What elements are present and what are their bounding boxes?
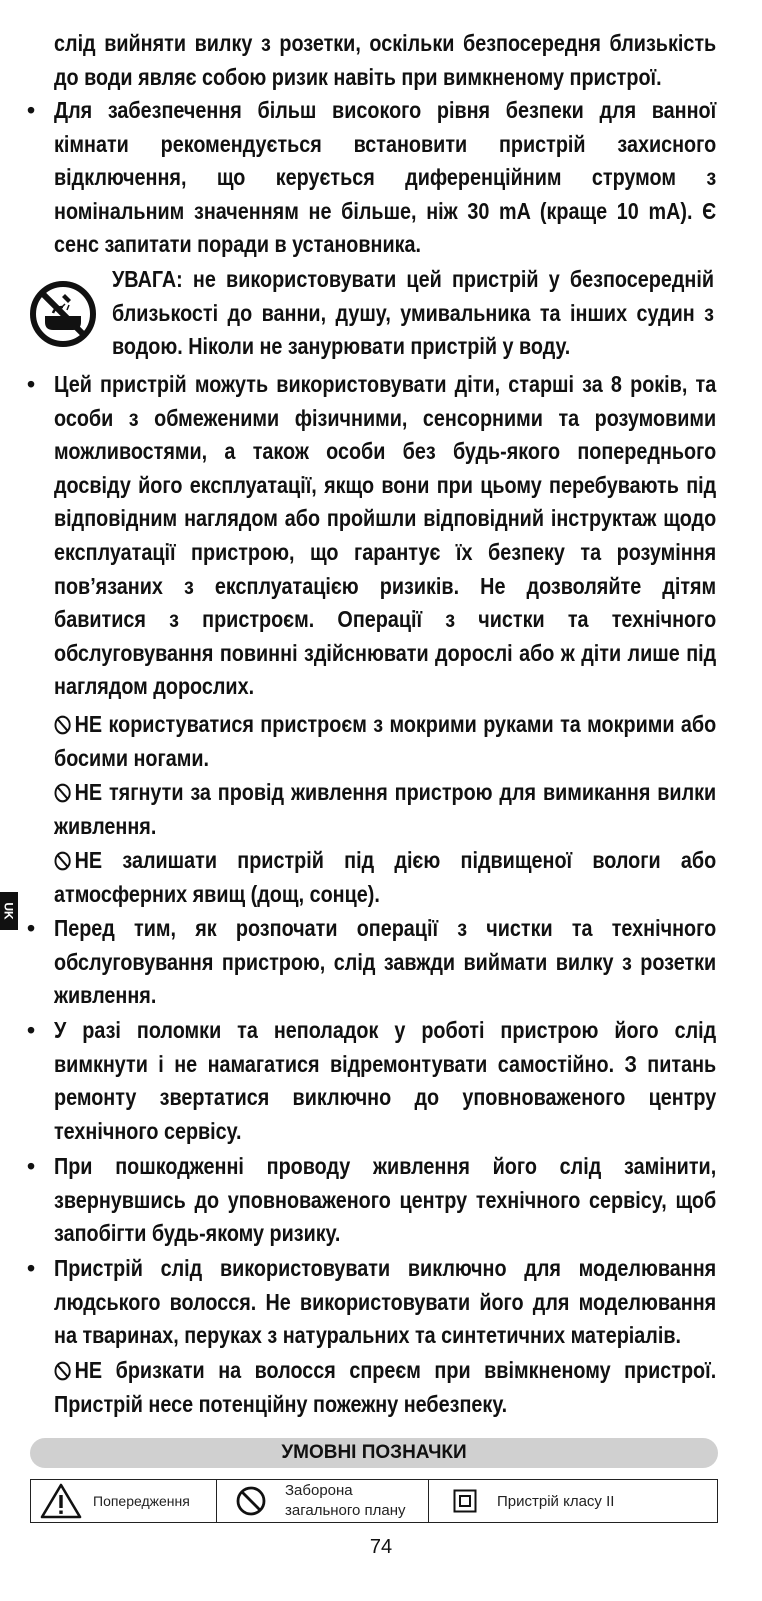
legend-prohibition-label [285, 1481, 406, 1521]
bullet: • [27, 915, 36, 941]
no-water-bath-icon [29, 280, 97, 348]
paragraph-text: При пошкодженні проводу живлення його слід замінити, звернувшись до уповноваженого центру технічного сервісу, щоб запобігти будь-якому ризику. [54, 1153, 717, 1247]
legend-title: УМОВНІ ПОЗНАЧКИ [30, 1438, 718, 1468]
paragraph-children [54, 368, 716, 704]
paragraph-text: У разі поломки та неполадок у роботі пристрою його слід вимкнути і не намагатися відремонтувати самостійно. З питань ремонту звертатися виключно до уповноваженого центру технічного сервісу. [54, 1017, 717, 1144]
page-number: 74 [369, 1536, 393, 1558]
prohibition-text: НЕ бризкати на волосся спреєм при ввімкненому пристрої. Пристрій несе потенційну пожежну небезпеку. [54, 1357, 717, 1417]
legend-warning-label: Попередження [93, 1493, 190, 1509]
language-code: UK [2, 902, 16, 920]
bath-warning [112, 263, 714, 364]
class-ii-double-square-icon [453, 1489, 477, 1513]
bullet: • [27, 1017, 36, 1043]
prohibition-text: НЕ користуватися пристроєм з мокрими руками та мокрими або босими ногами. [54, 711, 717, 771]
prohibition-icon [54, 715, 71, 735]
paragraph-text: Пристрій слід використовувати виключно для моделювання людського волосся. Не використовувати його для моделювання на тваринах, перуках з натуральних та синтетичних матеріалів. [54, 1255, 717, 1349]
paragraph-unplug [54, 912, 716, 1013]
bullet: • [27, 1255, 36, 1281]
legend-class2-label: Пристрій класу II [497, 1492, 615, 1510]
legend-warning-cell [31, 1480, 216, 1522]
paragraph-text: Цей пристрій можуть використовувати діти, старші за 8 років, та особи з обмеженими фізичними, сенсорними та розумовими можливостями, а також особи без будь-якого попереднього досвіду його експлуатації, якщо вони при цьому перебувають під відповідним наглядом або пройшли відповідний інструктаж щодо експлуатації пристрою, що гарантує їх безпеку та розуміння пов’язаних з експлуатацією ризиків. Не дозволяйте дітям бавитися з пристроєм. Операції з чистки та технічного обслуговування повинні здійснювати дорослі або ж діти лише під наглядом дорослих. [54, 371, 717, 700]
prohibition-humidity [54, 844, 716, 911]
prohibition-icon [54, 783, 71, 803]
prohibition-spray [54, 1354, 716, 1421]
legend-table [30, 1479, 718, 1523]
bullet: • [27, 97, 36, 123]
legend-class2-cell [428, 1480, 717, 1522]
legend-prohibition-cell [216, 1480, 428, 1522]
prohibition-icon [54, 1361, 71, 1381]
warning-triangle-icon [39, 1482, 83, 1520]
paragraph-cord-damage [54, 1150, 716, 1251]
prohibition-icon [235, 1485, 267, 1517]
prohibition-icon [54, 851, 71, 871]
paragraph-text: Перед тим, як розпочати операції з чистки та технічного обслуговування пристрою, слід завжди виймати вилку з розетки живлення. [54, 915, 717, 1009]
paragraph-continuation [54, 27, 716, 94]
prohibition-text: НЕ залишати пристрій під дією підвищеної вологи або атмосферних явищ (дощ, сонце). [54, 847, 717, 907]
language-tab [0, 892, 18, 930]
paragraph-intended-use [54, 1252, 716, 1353]
prohibition-wet-hands [54, 708, 716, 775]
paragraph-malfunction [54, 1014, 716, 1148]
paragraph-rcd [54, 94, 716, 262]
warning-text: УВАГА: не використовувати цей пристрій у безпосередній близькості до ванни, душу, умивальника та інших судин з водою. Ніколи не занурювати пристрій у воду. [112, 266, 714, 360]
paragraph-text: слід вийняти вилку з розетки, оскільки безпосередня близькість до води являє собою ризик навіть при вимкненому пристрої. [54, 30, 717, 90]
prohibition-text: НЕ тягнути за провід живлення пристрою для вимикання вилки живлення. [54, 779, 717, 839]
paragraph-text: Для забезпечення більш високого рівня безпеки для ванної кімнати рекомендується встановити пристрій захисного відключення, що керується диференційним струмом з номінальним значенням не більше, ніж 30 mA (краще 10 mA). Є сенс запитати поради в установника. [54, 97, 717, 258]
bullet: • [27, 1153, 36, 1179]
legend-prohibition-line-2: загального плану [285, 1502, 406, 1519]
prohibition-pull-cord [54, 776, 716, 843]
legend-prohibition-line-1: Заборона [285, 1482, 353, 1499]
bullet: • [27, 371, 36, 397]
